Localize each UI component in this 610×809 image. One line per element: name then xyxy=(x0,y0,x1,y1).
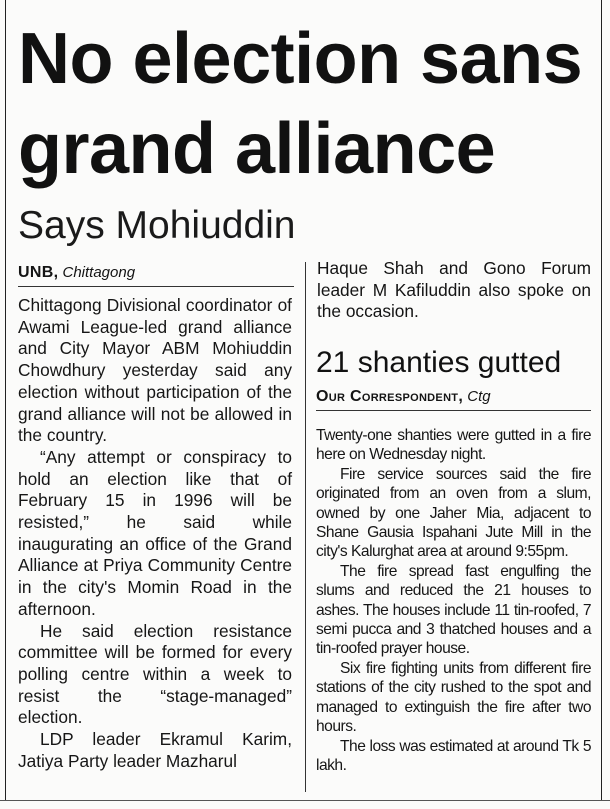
main-story-paragraph: Haque Shah and Gono Forum leader M Kafiluddin also spoke on the occasion. xyxy=(317,258,591,322)
main-byline-agency: UNB, xyxy=(18,264,59,281)
second-story-byline-agency: Our Correspondent, xyxy=(316,388,464,405)
second-story-paragraph: Twenty-one shanties were gutted in a fire here on Wednesday night. xyxy=(316,427,591,464)
main-headline xyxy=(18,14,610,194)
main-headline-line-1: No election sans xyxy=(18,19,583,99)
main-story-column-1 xyxy=(18,295,292,772)
page-bottom-border xyxy=(0,800,610,801)
main-story-column-2 xyxy=(317,258,591,323)
main-byline-place: Chittagong xyxy=(62,264,136,281)
main-story-paragraph: Chittagong Divisional coordinator of Awami League-led grand alliance and City Mayor ABM Mohiuddin Chowdhury yesterday said any election without participation of the grand alliance will not be allowed in the country. xyxy=(18,295,292,446)
main-byline-rule xyxy=(18,286,294,287)
column-divider xyxy=(305,262,306,792)
second-story-paragraph: Fire service sources said the fire originated from an oven from a slum, owned by one Jaher Mia, adjacent to Shane Gausia Ispahani Jute Mill in the city's Kalurghat area at around 9:55pm. xyxy=(316,465,591,561)
second-story-headline: 21 shanties gutted xyxy=(316,346,562,379)
main-byline xyxy=(18,264,135,282)
main-story-paragraph: “Any attempt or conspiracy to hold an election like that of February 15 in 1996 will be resisted,” he said while inaugurating an office of the Grand Alliance at Priya Community Centre in the city's Momin Road in the afternoon. xyxy=(18,446,292,619)
second-story-paragraph: The loss was estimated at around Tk 5 lakh. xyxy=(316,737,591,774)
second-story-paragraph: The fire spread fast engulfing the slums and reduced the 21 houses to ashes. The houses include 11 tin-roofed, 7 semi pucca and 3 thatched houses and a tin-roofed prayer house. xyxy=(316,562,591,658)
second-story-column xyxy=(316,426,591,775)
page-left-border xyxy=(5,0,6,800)
second-story-byline-rule xyxy=(316,410,591,411)
second-story-paragraph: Six fire fighting units from different fire stations of the city rushed to the spot and managed to extinguish the fire after two hours. xyxy=(316,659,591,736)
second-story-byline xyxy=(316,388,491,406)
main-subheadline: Says Mohiuddin xyxy=(18,204,296,247)
second-story-byline-place: Ctg xyxy=(467,388,491,405)
main-story-paragraph: LDP leader Ekramul Karim, Jatiya Party leader Mazharul xyxy=(18,729,292,771)
main-story-paragraph: He said election resistance committee will be formed for every polling centre within a week to resist the “stage-managed” election. xyxy=(18,620,292,728)
main-headline-line-2: grand alliance xyxy=(18,109,496,189)
